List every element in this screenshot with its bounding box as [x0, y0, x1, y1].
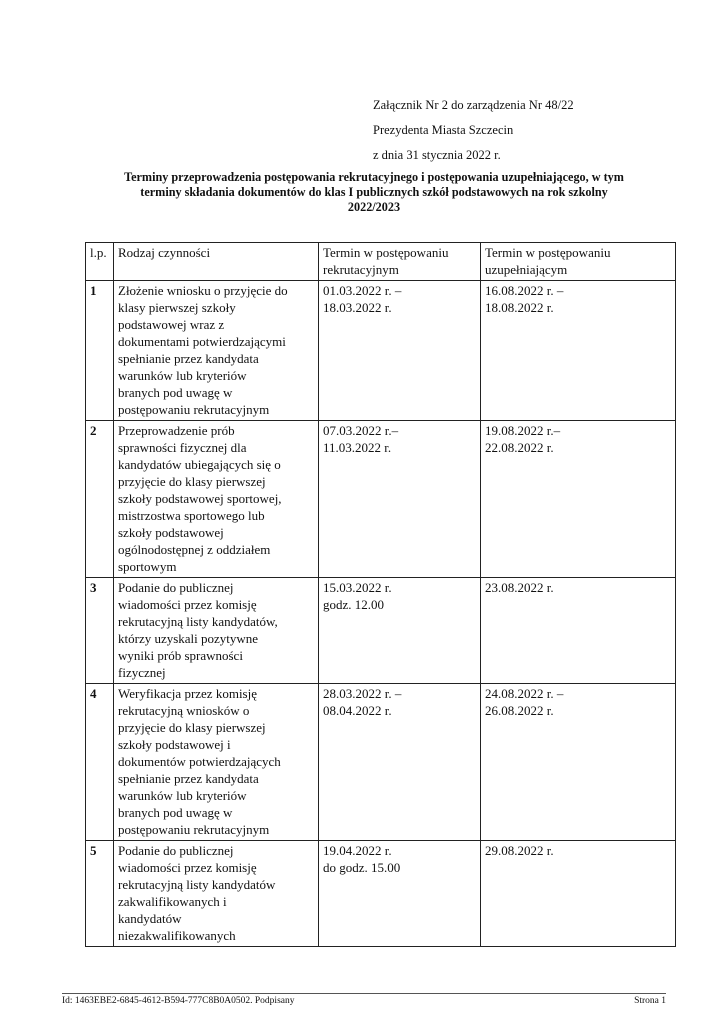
document-title-line: terminy składania dokumentów do klas I publicznych szkół podstawowych na rok szkolny [140, 185, 608, 199]
header-recruitment-line: Termin w postępowaniu [323, 245, 449, 260]
header-lp: l.p. [86, 243, 114, 281]
row-activity-line: Weryfikacja przez komisję [118, 686, 257, 701]
page-number: Strona 1 [634, 996, 666, 1006]
row-activity-line: warunków lub kryteriów [118, 368, 247, 383]
row-activity-line: postępowaniu rekrutacyjnym [118, 822, 270, 837]
row-activity-line: zakwalifikowanych i [118, 894, 227, 909]
row-activity-line: dokumentami potwierdzającymi [118, 334, 286, 349]
row-recruitment [319, 684, 481, 841]
row-activity-line: szkoły podstawowej sportowej, [118, 491, 282, 506]
header-recruitment-line: rekrutacyjnym [323, 262, 399, 277]
row-activity-line: przyjęcie do klasy pierwszej [118, 720, 266, 735]
annex-header-line: Prezydenta Miasta Szczecin [373, 123, 514, 137]
row-number: 4 [86, 684, 114, 841]
row-activity-line: Podanie do publicznej [118, 843, 234, 858]
row-activity-line: Złożenie wniosku o przyjęcie do [118, 283, 288, 298]
table-row [86, 841, 676, 947]
row-activity-line: branych pod uwagę w [118, 805, 233, 820]
annex-header-line: z dnia 31 stycznia 2022 r. [373, 148, 501, 162]
row-activity-line: dokumentów potwierdzających [118, 754, 281, 769]
row-activity-line: postępowaniu rekrutacyjnym [118, 402, 270, 417]
table-row [86, 421, 676, 578]
row-supplementary-line: 24.08.2022 r. – [485, 686, 564, 701]
header-recruitment [319, 243, 481, 281]
row-activity-line: mistrzostwa sportowego lub [118, 508, 265, 523]
header-supplementary-line: Termin w postępowaniu [485, 245, 611, 260]
row-recruitment [319, 841, 481, 947]
table-row [86, 684, 676, 841]
row-recruitment-line: 28.03.2022 r. – [323, 686, 402, 701]
row-activity-line: Przeprowadzenie prób [118, 423, 235, 438]
row-recruitment-line: 19.04.2022 r. [323, 843, 392, 858]
row-activity-line: którzy uzyskali pozytywne [118, 631, 259, 646]
row-number: 3 [86, 578, 114, 684]
row-number: 1 [86, 281, 114, 421]
footer-divider [62, 993, 666, 994]
row-supplementary-line: 18.08.2022 r. [485, 300, 554, 315]
row-recruitment-line: 11.03.2022 r. [323, 440, 392, 455]
table-row [86, 578, 676, 684]
row-activity-line: spełnianie przez kandydata [118, 771, 259, 786]
row-activity-line: wiadomości przez komisję [118, 597, 257, 612]
row-recruitment-line: godz. 12.00 [323, 597, 385, 612]
row-supplementary-line: 23.08.2022 r. [485, 580, 554, 595]
header-supplementary-line: uzupełniającym [485, 262, 568, 277]
row-activity [114, 578, 319, 684]
row-activity-line: Podanie do publicznej [118, 580, 234, 595]
row-recruitment-line: do godz. 15.00 [323, 860, 401, 875]
row-activity-line: fizycznej [118, 665, 166, 680]
row-supplementary [481, 841, 676, 947]
row-number: 2 [86, 421, 114, 578]
header-activity: Rodzaj czynności [114, 243, 319, 281]
row-recruitment [319, 281, 481, 421]
row-activity-line: sportowym [118, 559, 177, 574]
document-title-line: Terminy przeprowadzenia postępowania rekrutacyjnego i postępowania uzupełniającego, w tym [124, 170, 624, 184]
row-activity-line: spełnianie przez kandydata [118, 351, 259, 366]
row-activity-line: branych pod uwagę w [118, 385, 233, 400]
schedule-body [86, 281, 676, 947]
schedule-table [85, 242, 676, 947]
row-activity [114, 281, 319, 421]
row-supplementary-line: 16.08.2022 r. – [485, 283, 564, 298]
row-supplementary-line: 26.08.2022 r. [485, 703, 554, 718]
row-supplementary-line: 29.08.2022 r. [485, 843, 554, 858]
row-activity-line: kandydatów ubiegających się o [118, 457, 281, 472]
row-activity-line: kandydatów [118, 911, 182, 926]
row-activity [114, 421, 319, 578]
row-recruitment [319, 421, 481, 578]
row-recruitment-line: 08.04.2022 r. [323, 703, 392, 718]
row-activity-line: rekrutacyjną listy kandydatów, [118, 614, 278, 629]
table-row [86, 281, 676, 421]
row-supplementary [481, 578, 676, 684]
annex-header-line: Załącznik Nr 2 do zarządzenia Nr 48/22 [373, 98, 574, 112]
row-activity-line: rekrutacyjną wniosków o [118, 703, 250, 718]
row-recruitment-line: 15.03.2022 r. [323, 580, 392, 595]
row-activity [114, 841, 319, 947]
row-activity-line: wyniki prób sprawności [118, 648, 243, 663]
row-activity-line: szkoły podstawowej i [118, 737, 231, 752]
row-supplementary-line: 22.08.2022 r. [485, 440, 554, 455]
row-recruitment-line: 01.03.2022 r. – [323, 283, 402, 298]
document-title [80, 170, 668, 215]
document-title-line: 2022/2023 [347, 200, 401, 214]
row-activity-line: szkoły podstawowej [118, 525, 224, 540]
row-recruitment [319, 578, 481, 684]
row-recruitment-line: 07.03.2022 r.– [323, 423, 399, 438]
row-activity-line: wiadomości przez komisję [118, 860, 257, 875]
header-supplementary [481, 243, 676, 281]
row-activity [114, 684, 319, 841]
row-activity-line: sprawności fizycznej dla [118, 440, 247, 455]
row-supplementary-line: 19.08.2022 r.– [485, 423, 561, 438]
row-supplementary [481, 421, 676, 578]
row-activity-line: ogólnodostępnej z oddziałem [118, 542, 271, 557]
row-number: 5 [86, 841, 114, 947]
annex-header [373, 93, 574, 168]
row-activity-line: podstawowej wraz z [118, 317, 225, 332]
row-activity-line: klasy pierwszej szkoły [118, 300, 236, 315]
row-recruitment-line: 18.03.2022 r. [323, 300, 392, 315]
row-supplementary [481, 684, 676, 841]
row-activity-line: niezakwalifikowanych [118, 928, 236, 943]
row-activity-line: warunków lub kryteriów [118, 788, 247, 803]
document-id: Id: 1463EBE2-6845-4612-B594-777C8B0A0502. Podpisany [62, 996, 295, 1006]
row-activity-line: rekrutacyjną listy kandydatów [118, 877, 276, 892]
row-activity-line: przyjęcie do klasy pierwszej [118, 474, 266, 489]
table-header-row [86, 243, 676, 281]
row-supplementary [481, 281, 676, 421]
